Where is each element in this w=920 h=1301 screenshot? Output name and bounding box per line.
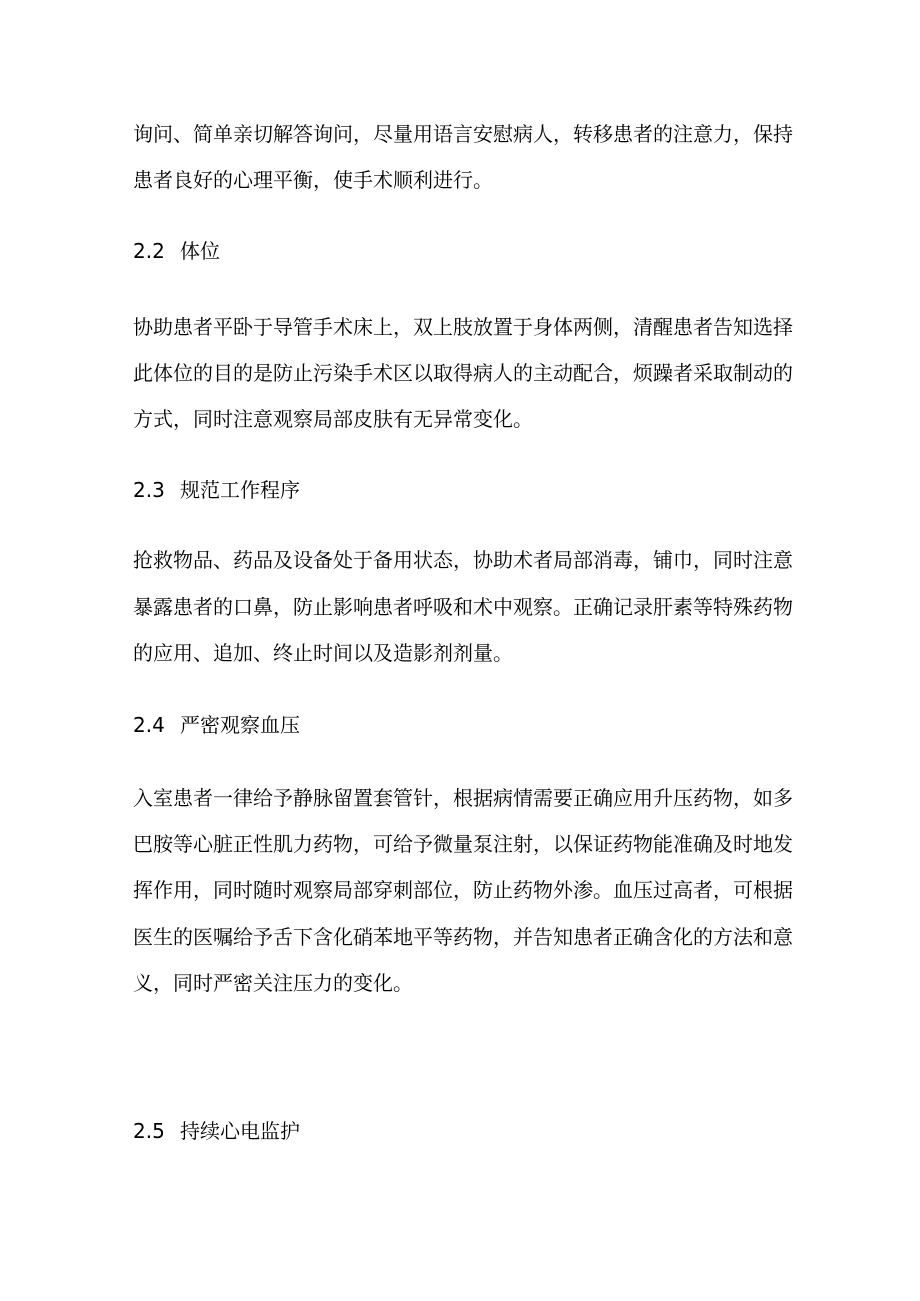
paragraph-line: 义，同时严密关注压力的变化。 [133, 971, 413, 995]
section-title: 规范工作程序 [180, 478, 300, 502]
paragraph-line: 医生的医嘱给予舌下含化硝苯地平等药物，并告知患者正确含化的方法和意 [133, 925, 793, 949]
paragraph-line: 巴胺等心脏正性肌力药物，可给予微量泵注射，以保证药物能准确及时地发 [133, 832, 793, 856]
section-heading-2-4 [133, 711, 300, 739]
paragraph-line: 方式，同时注意观察局部皮肤有无异常变化。 [133, 407, 533, 431]
paragraph-line: 抢救物品、药品及设备处于备用状态，协助术者局部消毒，铺巾，同时注意 [133, 548, 793, 572]
section-number: 2.3 [133, 478, 165, 502]
section-heading-2-3 [133, 476, 300, 504]
section-heading-2-2 [133, 237, 220, 265]
paragraph-line: 此体位的目的是防止污染手术区以取得病人的主动配合，烦躁者采取制动的 [133, 361, 793, 385]
paragraph-line: 患者良好的心理平衡，使手术顺利进行。 [133, 168, 493, 192]
paragraph-line: 协助患者平卧于导管手术床上，双上肢放置于身体两侧，清醒患者告知选择 [133, 315, 793, 339]
paragraph-line: 询问、简单亲切解答询问，尽量用语言安慰病人，转移患者的注意力，保持 [133, 122, 793, 146]
paragraph-line: 暴露患者的口鼻，防止影响患者呼吸和术中观察。正确记录肝素等特殊药物 [133, 595, 793, 619]
section-title: 严密观察血压 [180, 713, 300, 737]
section-heading-2-5 [133, 1117, 300, 1145]
paragraph-line: 挥作用，同时随时观察局部穿刺部位，防止药物外渗。血压过高者，可根据 [133, 878, 793, 902]
paragraph-line: 入室患者一律给予静脉留置套管针，根据病情需要正确应用升压药物，如多 [133, 786, 793, 810]
section-number: 2.5 [133, 1119, 165, 1143]
paragraph-line: 的应用、追加、终止时间以及造影剂剂量。 [133, 641, 513, 665]
section-number: 2.2 [133, 239, 165, 263]
section-title: 体位 [180, 239, 220, 263]
section-number: 2.4 [133, 713, 165, 737]
section-title: 持续心电监护 [180, 1119, 300, 1143]
